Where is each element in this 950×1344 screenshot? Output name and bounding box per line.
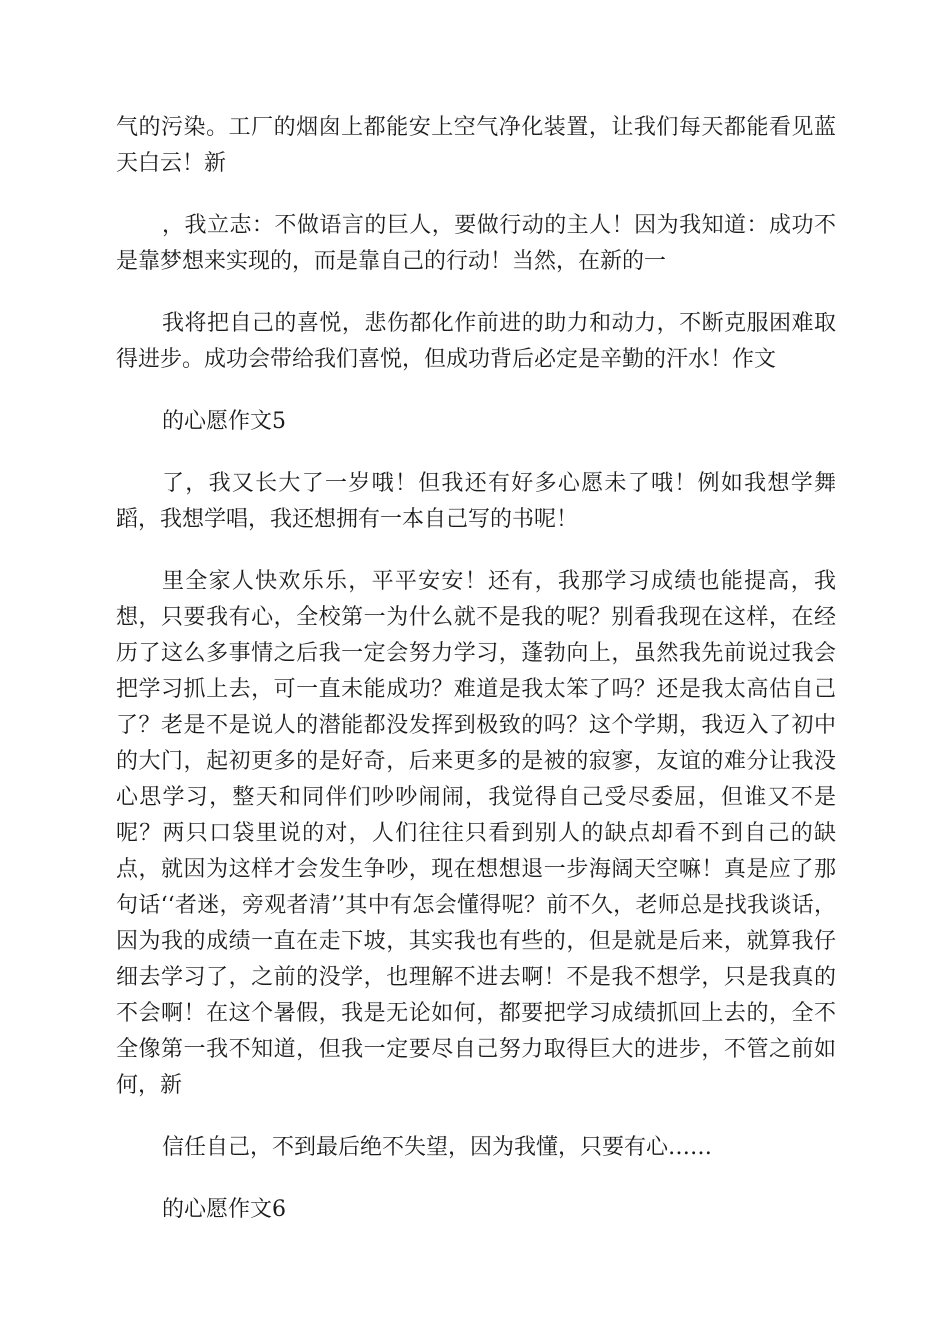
section-heading: 的心愿作文6 (162, 1197, 286, 1222)
paragraph: 了，我又长大了一岁哦！但我还有好多心愿未了哦！例如我想学舞蹈，我想学唱，我还想拥有一本自己写的书呢！ (116, 471, 836, 532)
paragraph: 信任自己，不到最后绝不失望，因为我懂，只要有心…… (162, 1135, 713, 1160)
paragraph: ，我立志：不做语言的巨人，要做行动的主人！因为我知道：成功不是靠梦想来实现的，而是靠自己的行动！当然，在新的一 (116, 213, 836, 274)
paragraph: 气的污染。工厂的烟囱上都能安上空气净化装置，让我们每天都能看见蓝天白云！新 (116, 115, 836, 176)
paragraph: 里全家人快欢乐乐，平平安安！还有，我那学习成绩也能提高，我想，只要我有心，全校第一为什么就不是我的呢？别看我现在这样，在经历了这么多事情之后我一定会努力学习，蓬勃向上，虽然我先前说过我会把学习抓上去，可一直未能成功？难道是我太笨了吗？还是我太高估自己了？老是不是说人的潜能都没发挥到极致的吗？这个学期，我迈入了初中的大门，起初更多的是好奇，后来更多的是被的寂寥，友谊的难分让我没心思学习，整天和同伴们吵吵闹闹，我觉得自己受尽委屈，但谁又不是呢？两只口袋里说的对，人们往往只看到别人的缺点却看不到自己的缺点，就因为这样才会发生争吵，现在想想退一步海阔天空嘛！真是应了那句话‘‘者迷，旁观者清’’其中有怎会懂得呢？前不久，老师总是找我谈话，因为我的成绩一直在走下坡，其实我也有些的，但是就是后来，就算我仔细去学习了，之前的没学，也理解不进去啊！不是我不想学，只是我真的不会啊！在这个暑假，我是无论如何，都要把学习成绩抓回上去的，全不全像第一我不知道，但我一定要尽自己努力取得巨大的进步，不管之前如何，新 (116, 569, 836, 1098)
section-heading: 的心愿作文5 (162, 409, 286, 434)
paragraph: 我将把自己的喜悦，悲伤都化作前进的助力和动力，不断克服困难取得进步。成功会带给我们喜悦，但成功背后必定是辛勤的汗水！作文 (116, 311, 836, 372)
body-text (116, 110, 836, 1254)
